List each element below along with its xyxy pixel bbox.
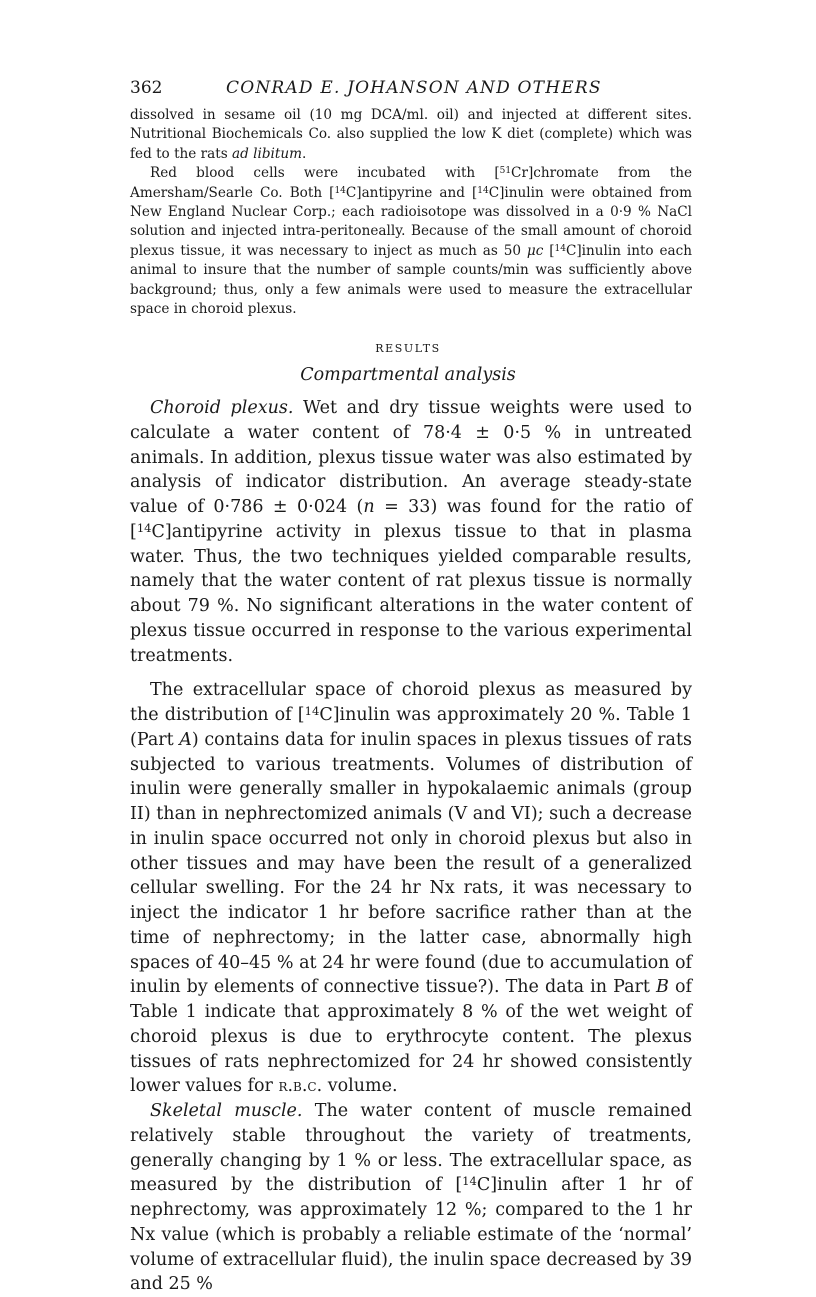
page-header <box>130 78 690 102</box>
running-head: CONRAD E. JOHANSON AND OTHERS <box>226 78 602 98</box>
page-number: 362 <box>130 78 163 98</box>
run-in-heading: Skeletal muscle. <box>150 1101 303 1121</box>
subsection-heading: Compartmental analysis <box>300 365 516 385</box>
results-body <box>130 396 692 1297</box>
section-heading-results: RESULTS <box>375 342 441 355</box>
methods-continuation <box>130 106 692 319</box>
paragraph-choroid-plexus: Choroid plexus. Wet and dry tissue weights were used to calculate a water content of 78·4 ± 0·5 % in untreated animals. In addition, plexus tissue water was also estimated by analysis of indicator distribution. An average steady-state value of 0·786 ± 0·024 (n = 33) was found for the ratio of [$^{14}$C]antipyrine activity in plexus tissue to that in plasma water. Thus, the two techniques yielded comparable results, namely that the water content of rat plexus tissue is normally about 79 %. No significant alterations in the water content of plexus tissue occurred in response to the various experimental treatments. <box>130 398 692 666</box>
methods-paragraph-diet: dissolved in sesame oil (10 mg DCA/ml. oil) and injected at different sites. Nutritional Biochemicals Co. also supplied the low K diet (complete) which was fed to the rats ad libitum. <box>130 107 692 162</box>
methods-paragraph-isotopes: Red blood cells were incubated with [$^{51}$Cr]chromate from the Amersham/Searle Co. Both [$^{14}$C]antipyrine and [$^{14}$C]inulin were obtained from New England Nuclear Corp.; each radioisotope was dissolved in a 0·9 % NaCl solution and injected intra-peritoneally. Because of the small amount of choroid plexus tissue, it was necessary to inject as much as 50 μc [$^{14}$C]inulin into each animal to insure that the number of sample counts/min was sufficiently above background; thus, only a few animals were used to measure the extracellular space in choroid plexus. <box>130 165 693 318</box>
paragraph-extracellular-space: The extracellular space of choroid plexus as measured by the distribution of [$^{14}$C]inulin was approximately 20 %. Table 1 (Part A) contains data for inulin spaces in plexus tissues of rats subjected to various treatments. Volumes of distribution of inulin were generally smaller in hypokalaemic animals (group II) than in nephrectomized animals (V and VI); such a decrease in inulin space occurred not only in choroid plexus but also in other tissues and may have been the result of a generalized cellular swelling. For the 24 hr Nx rats, it was necessary to inject the indicator 1 hr before sacrifice rather than at the time of nephrectomy; in the latter case, abnormally high spaces of 40–45 % at 24 hr were found (due to accumulation of inulin by elements of connective tissue?). The data in Part B of Table 1 indicate that approximately 8 % of the wet weight of choroid plexus is due to erythrocyte content. The plexus tissues of rats nephrectomized for 24 hr showed consistently lower values for r.b.c. volume. <box>130 680 692 1097</box>
paragraph-skeletal-muscle: Skeletal muscle. The water content of muscle remained relatively stable throughout the variety of treatments, generally changing by 1 % or less. The extracellular space, as measured by the distribution of [$^{14}$C]inulin after 1 hr of nephrectomy, was approximately 12 %; compared to the 1 hr Nx value (which is probably a reliable estimate of the ‘normal’ volume of extracellular fluid), the inulin space decreased by 39 and 25 % <box>130 1101 692 1295</box>
run-in-heading: Choroid plexus. <box>150 398 294 418</box>
